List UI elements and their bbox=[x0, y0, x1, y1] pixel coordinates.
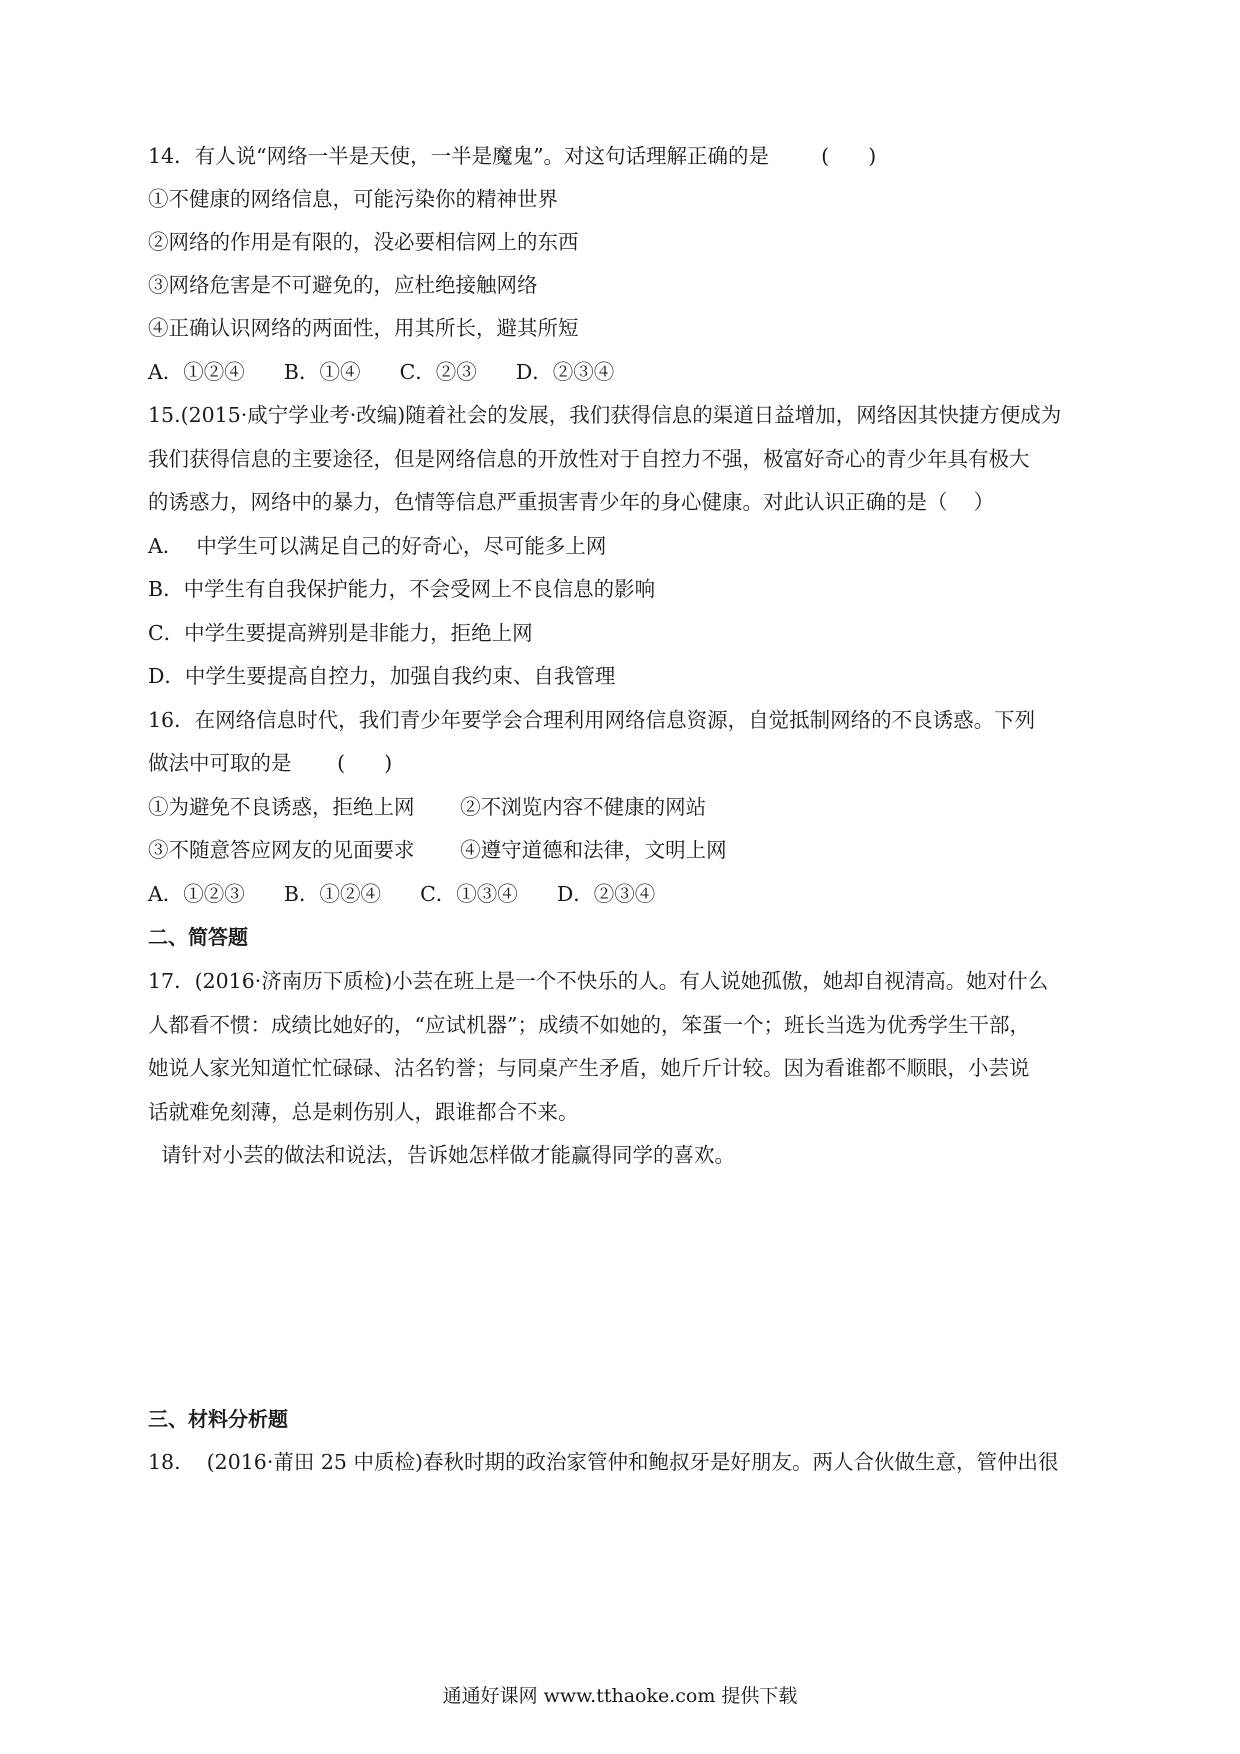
page-footer: 通通好课网 www.tthaoke.com 提供下载 bbox=[442, 1685, 798, 1707]
q14-options: A．①②④ B．①④ C．②③ D．②③④ bbox=[148, 360, 615, 384]
q18-line-1: 18. (2016·莆田 25 中质检)春秋时期的政治家管仲和鲍叔牙是好朋友。两人合伙做生意，管仲出很 bbox=[148, 1450, 1059, 1474]
q14-statement-1: ①不健康的网络信息，可能污染你的精神世界 bbox=[148, 187, 558, 211]
q16-statements-3-4: ③不随意答应网友的见面要求 ④遵守道德和法律，文明上网 bbox=[148, 838, 727, 862]
q15-option-b: B．中学生有自我保护能力，不会受网上不良信息的影响 bbox=[148, 577, 656, 601]
q15-option-c: C．中学生要提高辨别是非能力，拒绝上网 bbox=[148, 621, 533, 645]
q15-option-a: A． 中学生可以满足自己的好奇心，尽可能多上网 bbox=[148, 534, 607, 558]
q17-line-4: 话就难免刻薄，总是刺伤别人，跟谁都合不来。 bbox=[148, 1100, 579, 1124]
q14-statement-3: ③网络危害是不可避免的，应杜绝接触网络 bbox=[148, 273, 538, 297]
q17-line-3: 她说人家光知道忙忙碌碌、沽名钓誉；与同桌产生矛盾，她斤斤计较。因为看谁都不顺眼，小芸说 bbox=[148, 1056, 1030, 1080]
q16-stem-line-2: 做法中可取的是 ( ) bbox=[148, 751, 393, 775]
q17-line-2: 人都看不惯：成绩比她好的，“应试机器”；成绩不如她的，笨蛋一个；班长当选为优秀学生干部， bbox=[148, 1013, 1030, 1037]
q14-stem: 14．有人说“网络一半是天使，一半是魔鬼”。对这句话理解正确的是 ( ) bbox=[148, 144, 877, 168]
section-heading-material-analysis: 三、材料分析题 bbox=[148, 1407, 288, 1431]
section-heading-short-answer: 二、简答题 bbox=[148, 925, 248, 949]
q16-stem-line-1: 16．在网络信息时代，我们青少年要学会合理利用网络信息资源，自觉抵制网络的不良诱惑。下列 bbox=[148, 708, 1036, 732]
q14-statement-2: ②网络的作用是有限的，没必要相信网上的东西 bbox=[148, 230, 579, 254]
q15-stem-line-3: 的诱惑力，网络中的暴力，色情等信息严重损害青少年的身心健康。对此认识正确的是（ ） bbox=[148, 490, 995, 514]
q15-stem-line-1: 15.(2015·咸宁学业考·改编)随着社会的发展，我们获得信息的渠道日益增加，网络因其快捷方便成为 bbox=[148, 403, 1062, 427]
q15-stem-line-2: 我们获得信息的主要途径，但是网络信息的开放性对于自控力不强，极富好奇心的青少年具有极大 bbox=[148, 447, 1030, 471]
q17-prompt: 请针对小芸的做法和说法，告诉她怎样做才能赢得同学的喜欢。 bbox=[148, 1143, 736, 1167]
q16-statements-1-2: ①为避免不良诱惑，拒绝上网 ②不浏览内容不健康的网站 bbox=[148, 795, 707, 819]
q14-statement-4: ④正确认识网络的两面性，用其所长，避其所短 bbox=[148, 316, 579, 340]
q15-option-d: D．中学生要提高自控力，加强自我约束、自我管理 bbox=[148, 664, 616, 688]
q17-line-1: 17．(2016·济南历下质检)小芸在班上是一个不快乐的人。有人说她孤傲，她却自视清高。她对什么 bbox=[148, 969, 1049, 993]
q16-options: A．①②③ B．①②④ C．①③④ D．②③④ bbox=[148, 882, 656, 906]
